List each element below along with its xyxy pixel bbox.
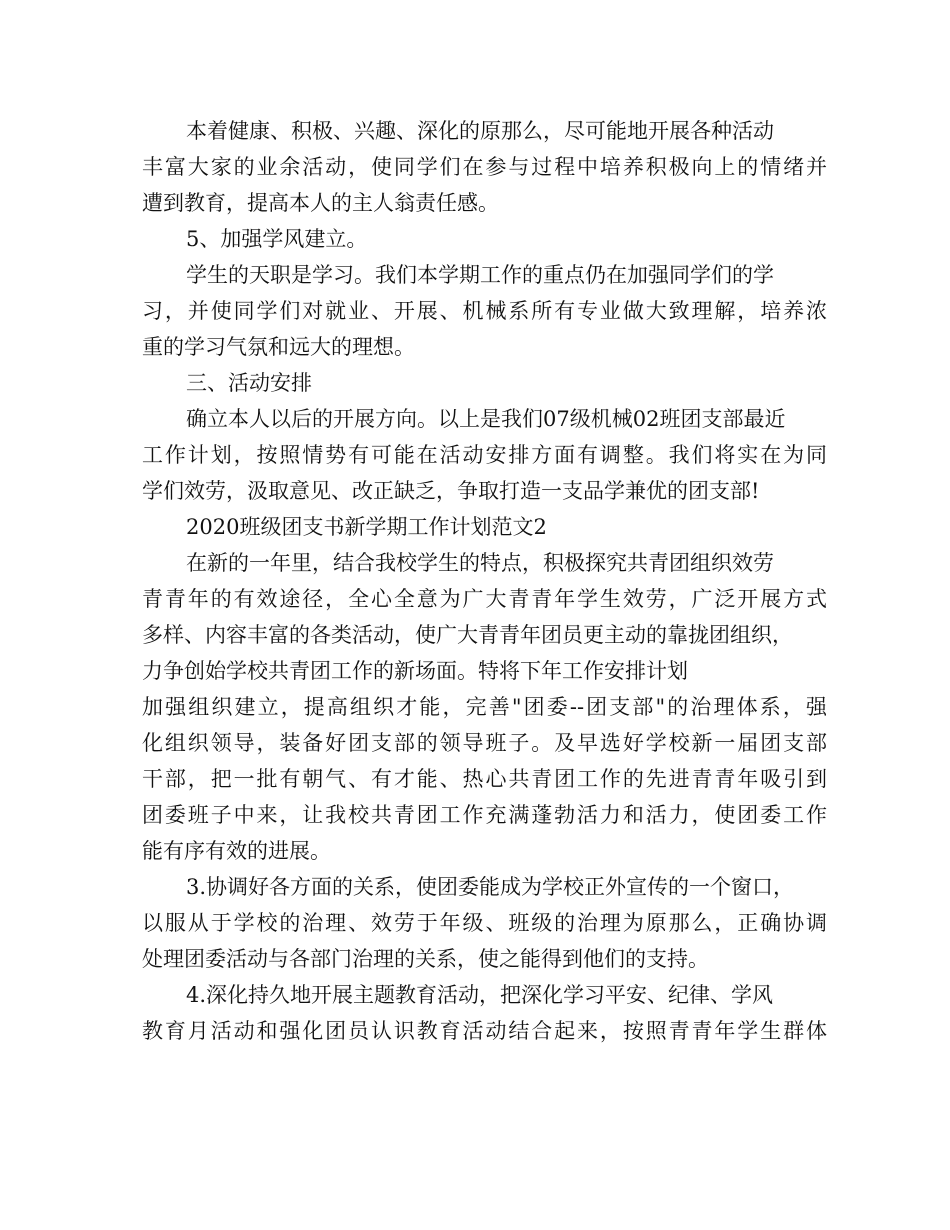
text-line: 加强组织建立，提高组织才能，完善"团委--团支部"的治理体系，强	[142, 695, 827, 719]
text-line: 确立本人以后的开展方向。以上是我们07级机械02班团支部最近	[186, 407, 786, 431]
text-line: 教育月活动和强化团员认识教育活动结合起来，按照青青年学生群体	[142, 1019, 827, 1043]
text-line: 学们效劳，汲取意见、改正缺乏，争取打造一支品学兼优的团支部!	[142, 479, 760, 503]
section-heading: 5、加强学风建立。	[186, 227, 368, 251]
text-line: 化组织领导，装备好团支部的领导班子。及早选好学校新一届团支部	[142, 731, 827, 755]
text-line: 干部，把一批有朝气、有才能、热心共青团工作的先进青青年吸引到	[142, 767, 827, 791]
text-line: 丰富大家的业余活动，使同学们在参与过程中培养积极向上的情绪并	[142, 155, 827, 179]
text-line: 遭到教育，提高本人的主人翁责任感。	[142, 191, 499, 215]
text-line: 工作计划，按照情势有可能在活动安排方面有调整。我们将实在为同	[142, 443, 827, 467]
document-body	[142, 113, 827, 1049]
list-item: 3.协调好各方面的关系，使团委能成为学校正外宣传的一个窗口，	[186, 875, 795, 899]
text-line: 多样、内容丰富的各类活动，使广大青青年团员更主动的靠拢团组织，	[142, 623, 793, 647]
text-line: 学生的天职是学习。我们本学期工作的重点仍在加强同学们的学	[186, 263, 774, 287]
text-line: 习，并使同学们对就业、开展、机械系所有专业做大致理解，培养浓	[142, 299, 827, 323]
text-line: 能有序有效的进展。	[142, 839, 331, 863]
text-line: 以服从于学校的治理、效劳于年级、班级的治理为原那么，正确协调	[142, 911, 827, 935]
text-line: 青青年的有效途径，全心全意为广大青青年学生效劳，广泛开展方式	[142, 587, 827, 611]
article-title: 2020班级团支书新学期工作计划范文2	[186, 515, 547, 539]
text-line: 力争创始学校共青团工作的新场面。特将下年工作安排计划	[142, 659, 688, 683]
section-heading: 三、活动安排	[186, 371, 312, 395]
text-line: 本着健康、积极、兴趣、深化的原那么，尽可能地开展各种活动	[186, 119, 774, 143]
text-line: 重的学习气氛和远大的理想。	[142, 335, 415, 359]
text-line: 处理团委活动与各部门治理的关系，使之能得到他们的支持。	[142, 947, 709, 971]
text-line: 团委班子中来，让我校共青团工作充满蓬勃活力和活力，使团委工作	[142, 803, 827, 827]
text-line: 在新的一年里，结合我校学生的特点，积极探究共青团组织效劳	[186, 551, 774, 575]
list-item: 4.深化持久地开展主题教育活动，把深化学习平安、纪律、学风	[186, 983, 774, 1007]
